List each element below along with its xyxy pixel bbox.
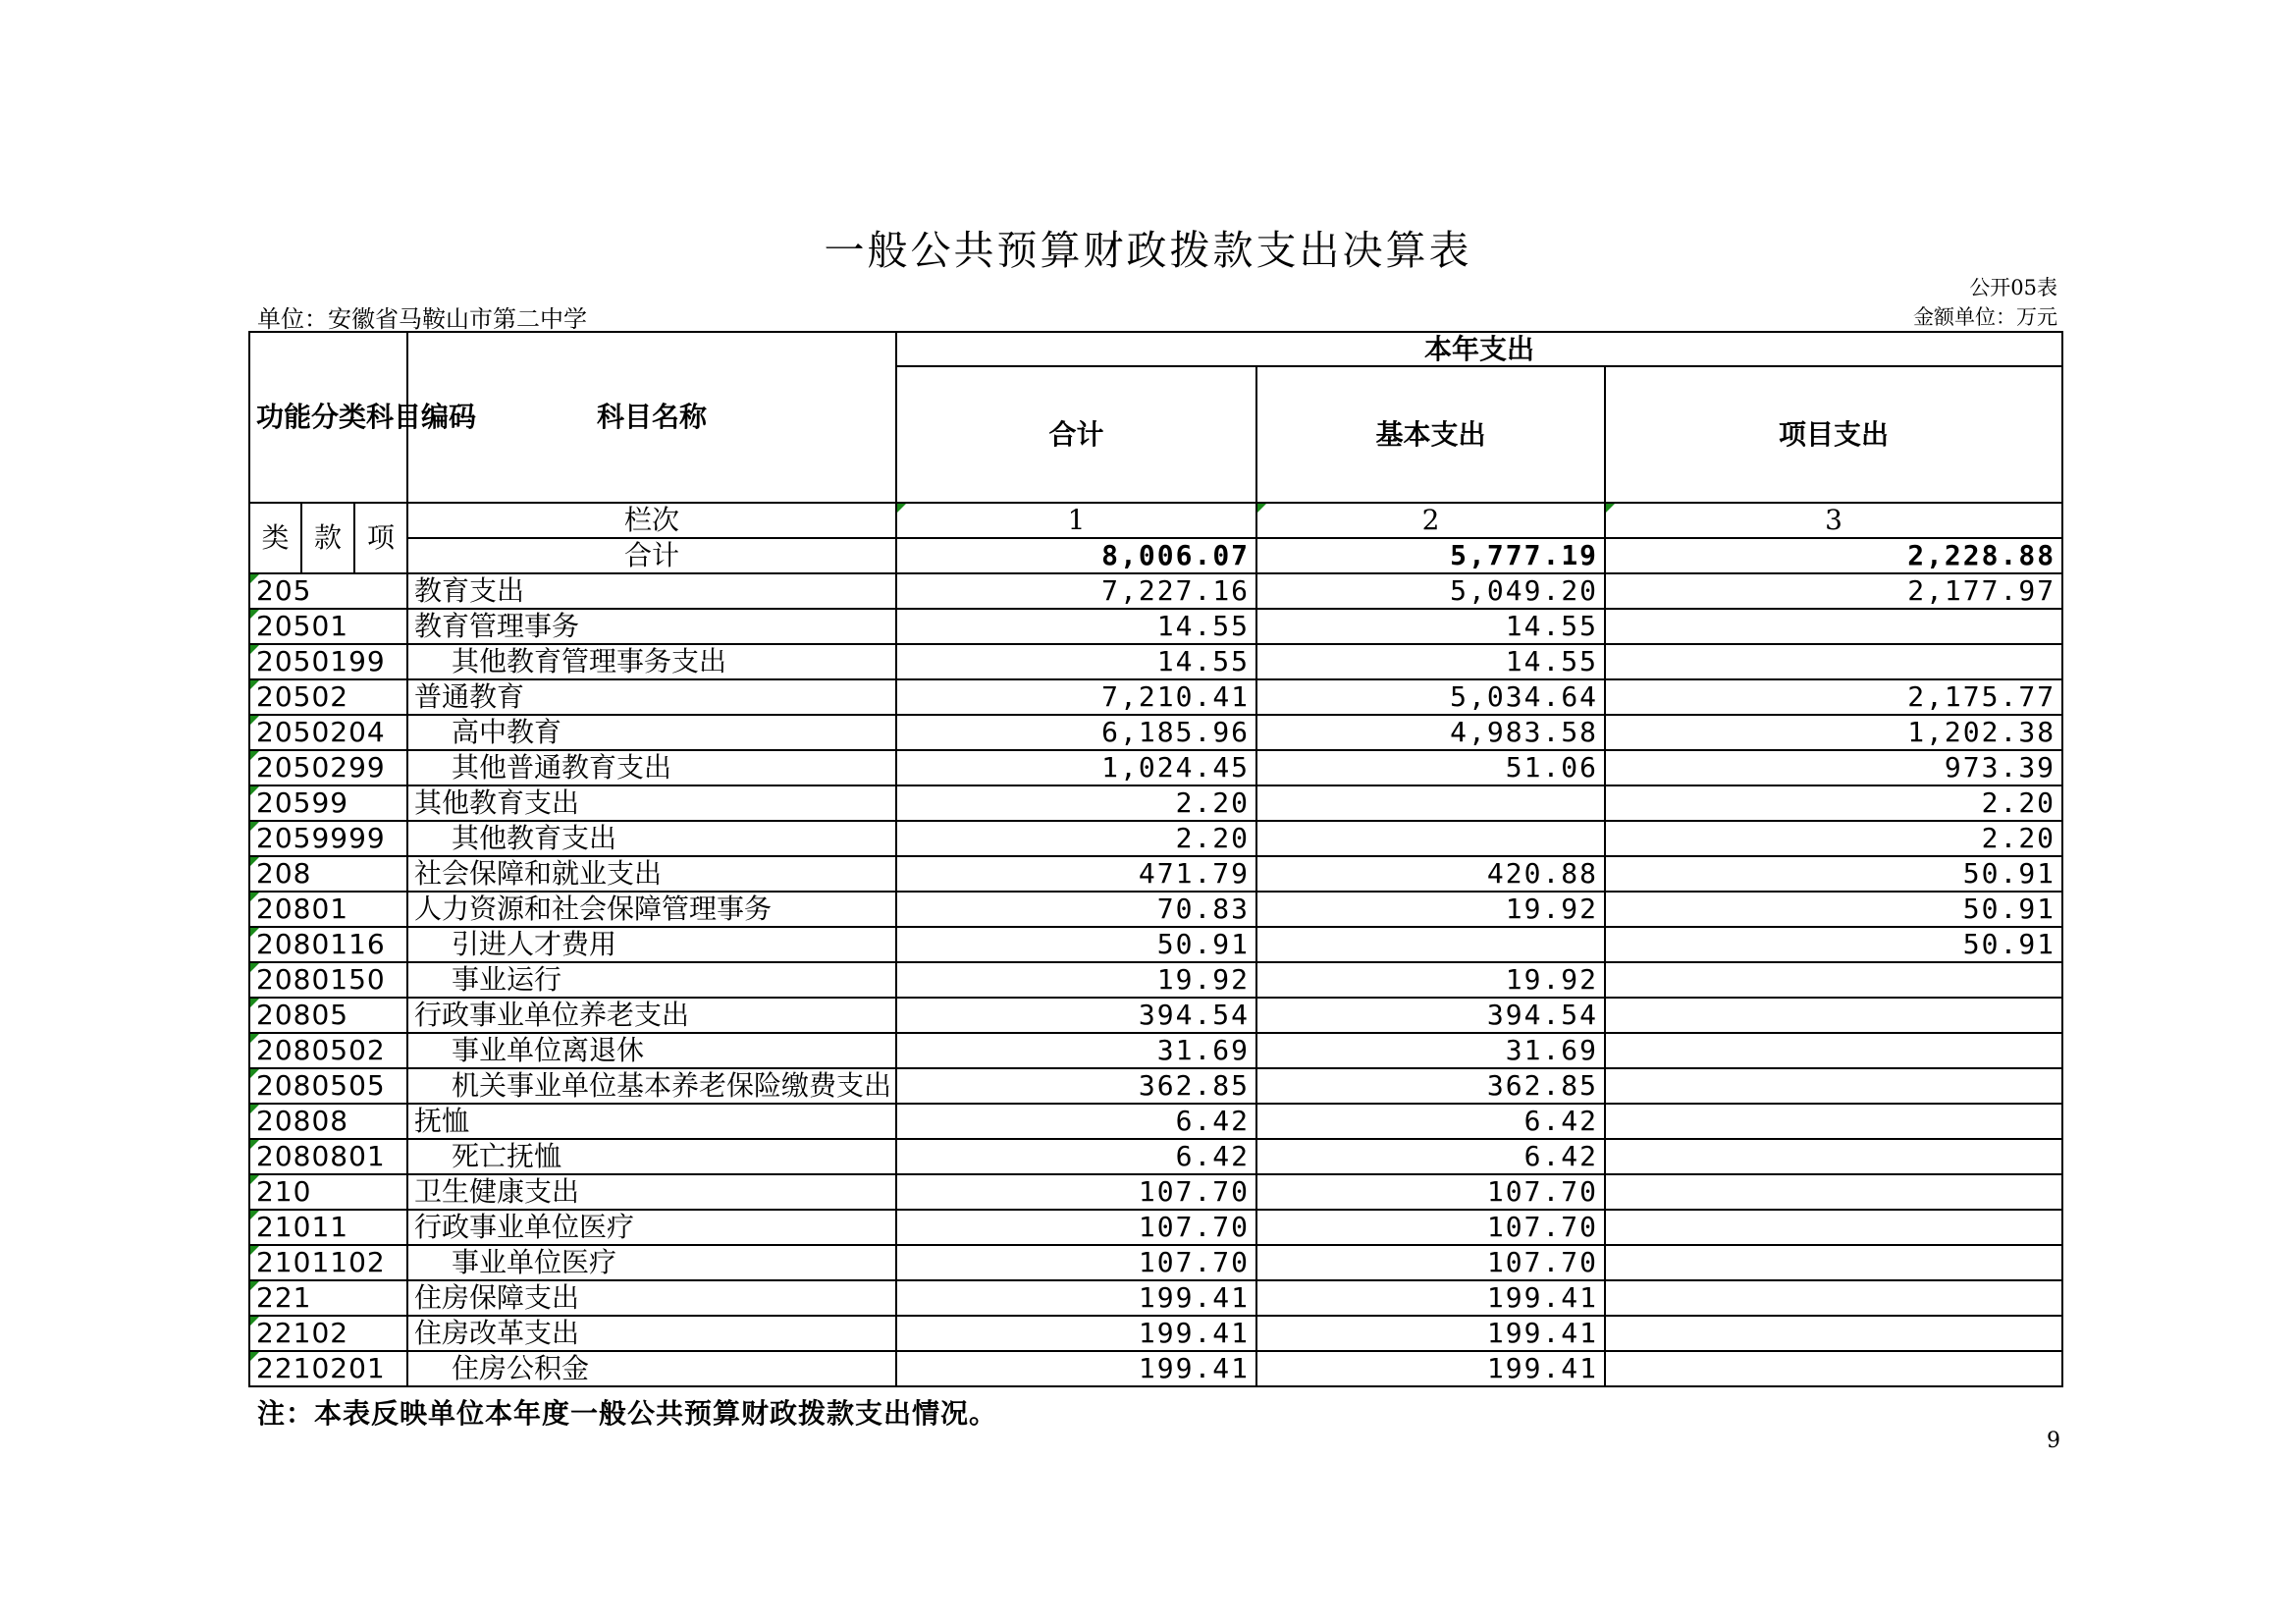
func-code-cell: 2080150: [249, 962, 407, 998]
total-cell: 14.55: [896, 609, 1256, 644]
subject-name-cell: 其他普通教育支出: [407, 750, 896, 785]
subject-name-cell: 行政事业单位养老支出: [407, 998, 896, 1033]
table-row: [249, 962, 2062, 998]
func-code-cell: 20801: [249, 892, 407, 927]
func-code-cell: 2050204: [249, 715, 407, 750]
table-code: 公开05表: [1969, 276, 2057, 299]
project-cell: 2.20: [1605, 785, 2062, 821]
basic-cell: 5,034.64: [1256, 679, 1605, 715]
basic-cell: 19.92: [1256, 962, 1605, 998]
table-row: [249, 1104, 2062, 1139]
subject-name-cell: 事业单位医疗: [407, 1245, 896, 1280]
table-row: [249, 1316, 2062, 1351]
project-cell: [1605, 1068, 2062, 1104]
table-row: [249, 856, 2062, 892]
sum-project: 2,228.88: [1605, 538, 2062, 573]
project-header: 项目支出: [1605, 366, 2062, 503]
basic-cell: 5,049.20: [1256, 573, 1605, 609]
subject-name-cell: 其他教育支出: [407, 821, 896, 856]
total-cell: 7,227.16: [896, 573, 1256, 609]
basic-cell: [1256, 785, 1605, 821]
total-cell: 199.41: [896, 1316, 1256, 1351]
basic-cell: 107.70: [1256, 1174, 1605, 1210]
func-code-cell: 2050199: [249, 644, 407, 679]
subject-name-cell: 其他教育管理事务支出: [407, 644, 896, 679]
subject-name-cell: 住房改革支出: [407, 1316, 896, 1351]
amount-unit: 金额单位：万元: [1913, 305, 2057, 329]
subject-name-cell: 社会保障和就业支出: [407, 856, 896, 892]
basic-cell: 19.92: [1256, 892, 1605, 927]
subject-name-cell: 教育管理事务: [407, 609, 896, 644]
column-index-3: 3: [1605, 503, 2062, 538]
column-index-1: 1: [896, 503, 1256, 538]
sum-row: [249, 538, 2062, 573]
total-cell: 6,185.96: [896, 715, 1256, 750]
basic-cell: 199.41: [1256, 1351, 1605, 1386]
basic-cell: 362.85: [1256, 1068, 1605, 1104]
subject-name-cell: 住房保障支出: [407, 1280, 896, 1316]
basic-cell: 394.54: [1256, 998, 1605, 1033]
current-year-header: 本年支出: [896, 332, 2062, 366]
subject-name-cell: 教育支出: [407, 573, 896, 609]
header-row-1: [249, 332, 2062, 366]
budget-table: [248, 331, 2063, 1387]
total-cell: 107.70: [896, 1210, 1256, 1245]
project-cell: 2.20: [1605, 821, 2062, 856]
basic-cell: 14.55: [1256, 609, 1605, 644]
project-cell: [1605, 1351, 2062, 1386]
func-code-cell: 2050299: [249, 750, 407, 785]
basic-cell: 14.55: [1256, 644, 1605, 679]
total-cell: 107.70: [896, 1245, 1256, 1280]
xiang-header: 项: [354, 503, 407, 573]
total-cell: 31.69: [896, 1033, 1256, 1068]
table-row: [249, 1210, 2062, 1245]
func-code-cell: 22102: [249, 1316, 407, 1351]
table-row: [249, 1174, 2062, 1210]
basic-cell: 6.42: [1256, 1104, 1605, 1139]
basic-cell: [1256, 821, 1605, 856]
basic-cell: 51.06: [1256, 750, 1605, 785]
total-cell: 2.20: [896, 785, 1256, 821]
subject-name-cell: 引进人才费用: [407, 927, 896, 962]
subject-name-cell: 卫生健康支出: [407, 1174, 896, 1210]
project-cell: [1605, 1245, 2062, 1280]
func-code-cell: 20501: [249, 609, 407, 644]
subject-name-cell: 其他教育支出: [407, 785, 896, 821]
basic-header: 基本支出: [1256, 366, 1605, 503]
sum-total: 8,006.07: [896, 538, 1256, 573]
project-cell: [1605, 1104, 2062, 1139]
project-cell: [1605, 609, 2062, 644]
total-cell: 14.55: [896, 644, 1256, 679]
func-code-cell: 20599: [249, 785, 407, 821]
page-title: 一般公共预算财政拨款支出决算表: [824, 227, 1472, 274]
func-code-cell: 2080505: [249, 1068, 407, 1104]
lei-header: 类: [249, 503, 301, 573]
project-cell: 973.39: [1605, 750, 2062, 785]
table-row: [249, 609, 2062, 644]
total-cell: 70.83: [896, 892, 1256, 927]
basic-cell: 4,983.58: [1256, 715, 1605, 750]
table-row: [249, 785, 2062, 821]
project-cell: 2,177.97: [1605, 573, 2062, 609]
func-code-cell: 20805: [249, 998, 407, 1033]
basic-cell: [1256, 927, 1605, 962]
total-cell: 1,024.45: [896, 750, 1256, 785]
subject-name-cell: 住房公积金: [407, 1351, 896, 1386]
sum-basic: 5,777.19: [1256, 538, 1605, 573]
table-row: [249, 679, 2062, 715]
func-code-cell: 21011: [249, 1210, 407, 1245]
total-cell: 6.42: [896, 1104, 1256, 1139]
basic-cell: 199.41: [1256, 1280, 1605, 1316]
basic-cell: 107.70: [1256, 1245, 1605, 1280]
basic-cell: 6.42: [1256, 1139, 1605, 1174]
table-row: [249, 1245, 2062, 1280]
project-cell: [1605, 1174, 2062, 1210]
func-code-cell: 2059999: [249, 821, 407, 856]
project-cell: [1605, 962, 2062, 998]
subject-name-cell: 事业运行: [407, 962, 896, 998]
table-row: [249, 892, 2062, 927]
func-code-cell: 2210201: [249, 1351, 407, 1386]
func-code-cell: 2080502: [249, 1033, 407, 1068]
column-index-row: [249, 503, 2062, 538]
project-cell: [1605, 1139, 2062, 1174]
sum-label: 合计: [407, 538, 896, 573]
table-row: [249, 998, 2062, 1033]
table-row: [249, 715, 2062, 750]
table-row: [249, 821, 2062, 856]
table-row: [249, 1068, 2062, 1104]
table-row: [249, 644, 2062, 679]
func-code-cell: 2101102: [249, 1245, 407, 1280]
project-cell: 1,202.38: [1605, 715, 2062, 750]
func-code-cell: 208: [249, 856, 407, 892]
column-index-2: 2: [1256, 503, 1605, 538]
project-cell: [1605, 998, 2062, 1033]
project-cell: 50.91: [1605, 892, 2062, 927]
total-cell: 2.20: [896, 821, 1256, 856]
project-cell: [1605, 1210, 2062, 1245]
reporting-unit: 单位：安徽省马鞍山市第二中学: [257, 305, 587, 333]
total-cell: 199.41: [896, 1351, 1256, 1386]
basic-cell: 420.88: [1256, 856, 1605, 892]
total-cell: 107.70: [896, 1174, 1256, 1210]
subject-name-cell: 普通教育: [407, 679, 896, 715]
table-row: [249, 573, 2062, 609]
total-cell: 362.85: [896, 1068, 1256, 1104]
table-row: [249, 750, 2062, 785]
table-row: [249, 1351, 2062, 1386]
project-cell: [1605, 1316, 2062, 1351]
total-cell: 199.41: [896, 1280, 1256, 1316]
subject-name-cell: 事业单位离退休: [407, 1033, 896, 1068]
total-cell: 6.42: [896, 1139, 1256, 1174]
func-code-cell: 205: [249, 573, 407, 609]
table-row: [249, 1033, 2062, 1068]
column-index-label: 栏次: [407, 503, 896, 538]
table-row: [249, 927, 2062, 962]
subject-name-cell: 高中教育: [407, 715, 896, 750]
func-code-header: 功能分类科目编码: [249, 332, 407, 503]
subject-name-header: 科目名称: [407, 332, 896, 503]
kuan-header: 款: [301, 503, 354, 573]
page-number: 9: [2047, 1429, 2060, 1453]
basic-cell: 199.41: [1256, 1316, 1605, 1351]
footnote: 注：本表反映单位本年度一般公共预算财政拨款支出情况。: [257, 1397, 998, 1430]
project-cell: 2,175.77: [1605, 679, 2062, 715]
project-cell: 50.91: [1605, 927, 2062, 962]
func-code-cell: 221: [249, 1280, 407, 1316]
subject-name-cell: 机关事业单位基本养老保险缴费支出: [407, 1068, 896, 1104]
table-row: [249, 1139, 2062, 1174]
basic-cell: 107.70: [1256, 1210, 1605, 1245]
basic-cell: 31.69: [1256, 1033, 1605, 1068]
total-cell: 7,210.41: [896, 679, 1256, 715]
project-cell: [1605, 1280, 2062, 1316]
project-cell: [1605, 644, 2062, 679]
func-code-cell: 20502: [249, 679, 407, 715]
func-code-cell: 2080801: [249, 1139, 407, 1174]
project-cell: [1605, 1033, 2062, 1068]
project-cell: 50.91: [1605, 856, 2062, 892]
subject-name-cell: 人力资源和社会保障管理事务: [407, 892, 896, 927]
total-cell: 471.79: [896, 856, 1256, 892]
total-cell: 394.54: [896, 998, 1256, 1033]
subject-name-cell: 死亡抚恤: [407, 1139, 896, 1174]
table-row: [249, 1280, 2062, 1316]
subject-name-cell: 抚恤: [407, 1104, 896, 1139]
subject-name-cell: 行政事业单位医疗: [407, 1210, 896, 1245]
total-header: 合计: [896, 366, 1256, 503]
total-cell: 19.92: [896, 962, 1256, 998]
total-cell: 50.91: [896, 927, 1256, 962]
func-code-cell: 210: [249, 1174, 407, 1210]
func-code-cell: 2080116: [249, 927, 407, 962]
func-code-cell: 20808: [249, 1104, 407, 1139]
